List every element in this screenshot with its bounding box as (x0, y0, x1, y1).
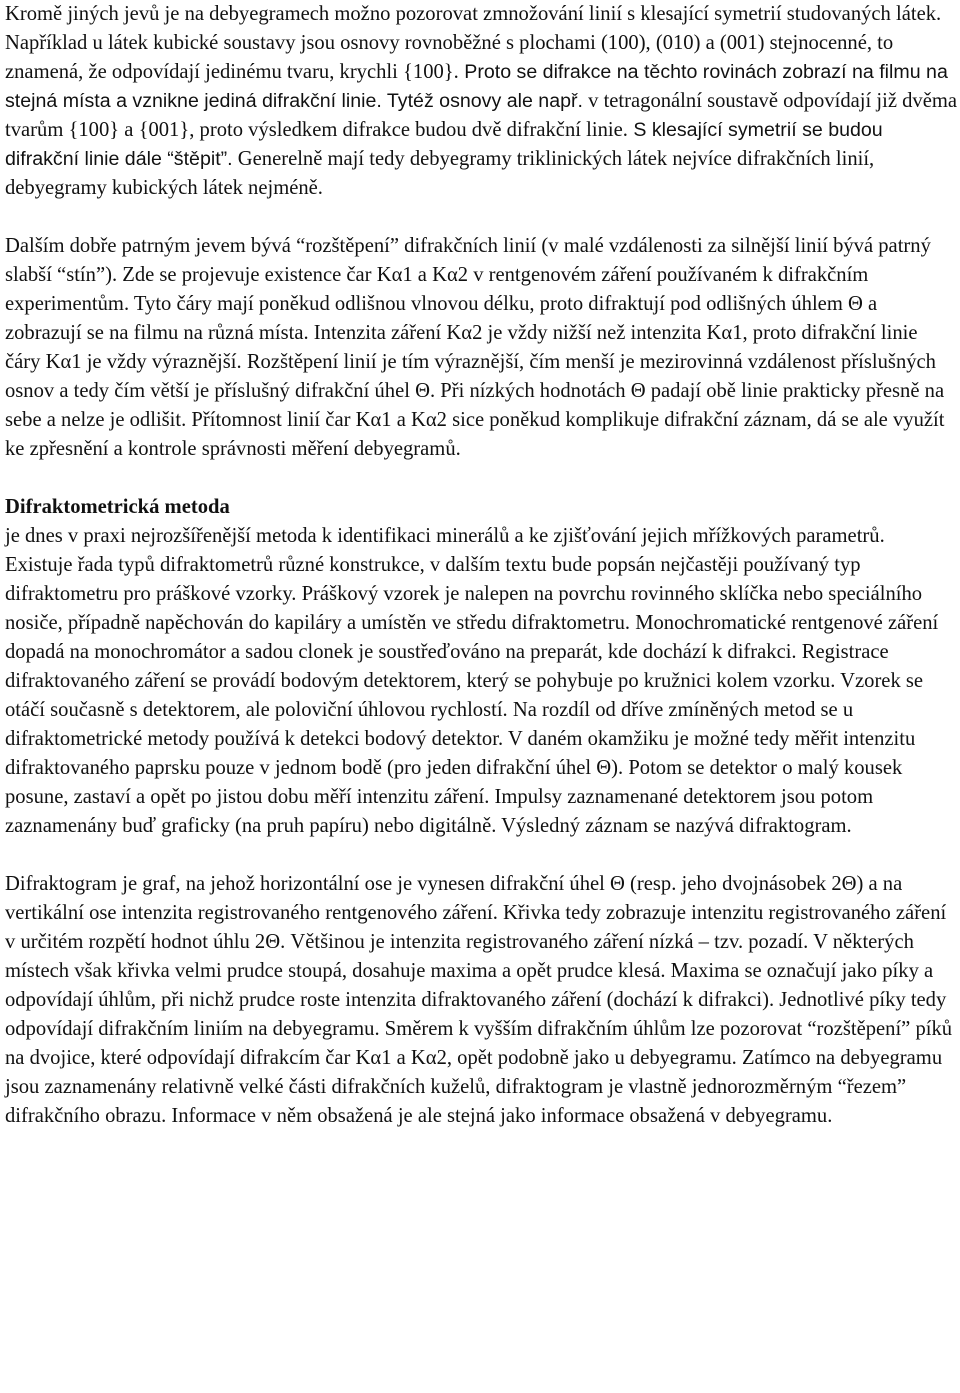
paragraph-1-part-1: Kromě jiných jevů je na debyegramech možno pozorovat zmnožování linií s klesající symetrií studovaných látek. Například u látek kubické soustavy jsou osnovy rovnoběžné s plochami (100), (010) a (001) stejnocenné, to znamená, že odpovídají jedinému tvaru, krychli {100}. (5, 3, 942, 83)
paragraph-line-doubling (5, 232, 957, 464)
paragraph-gap (5, 841, 957, 870)
paragraph-1-part-3: v tetragonální soustavě odpovídají již dvěma tvarům {100} a {001}, proto výsledkem difrakce budou dvě difrakční linie. (5, 90, 957, 141)
paragraph-2-part-5: Při nízkých hodnotách Θ padají obě linie prakticky přesně na sebe a nelze je odlišit. Přítomnost linií čar Kα1 a Kα2 sice poněkud komplikuje difrakční záznam, dá se ale využít ke zpřesnění a kontrole správnosti měření debyegramů. (5, 380, 945, 460)
paragraph-line-splitting (5, 0, 957, 203)
paragraph-2-part-4: Rozštěpení linií je tím výraznější, čím menší je mezirovinná vzdálenost příslušných osnov a tedy čím větší je příslušný difrakční úhel Θ. (5, 351, 936, 402)
paragraph-diffractometric-method (5, 493, 957, 841)
paragraph-2-part-2: Zde se projevuje existence čar Kα1 a Kα2 v rentgenovém záření používaném k difrakčním experimentům. (5, 264, 869, 315)
paragraph-gap (5, 464, 957, 493)
paragraph-diffractogram: Difraktogram je graf, na jehož horizontální ose je vynesen difrakční úhel Θ (resp. jeho dvojnásobek 2Θ) a na vertikální ose intenzita registrovaného rentgenového záření. Křivka tedy zobrazuje intenzitu registrovaného záření v určitém rozpětí hodnot úhlu 2Θ. Většinou je intenzita registrovaného záření nízká – tzv. pozadí. V některých místech však křivka velmi prudce stoupá, dosahuje maxima a opět prudce klesá. Maxima se označují jako píky a odpovídají úhlům, při nichž prudce roste intenzita difraktovaného záření (dochází k difrakci). Jednotlivé píky tedy odpovídají difrakčním liniím na debyegramu. Směrem k vyšším difrakčním úhlům lze pozorovat “rozštěpení” píků na dvojice, které odpovídají difrakcím čar Kα1 a Kα2, opět podobně jako u debyegramu. Zatímco na debyegramu jsou zaznamenány relativně velké části difrakčních kuželů, difraktogram je vlastně jednorozměrným “řezem” difrakčního obrazu. Informace v něm obsažená je ale stejná jako informace obsažená v debyegramu. (5, 873, 953, 1127)
paragraph-1-part-4: S klesající symetrií se budou difrakční linie dále “štěpit”. (5, 119, 883, 170)
paragraph-1-part-5: Generelně mají tedy debyegramy triklinických látek nejvíce difrakčních linií, debyegramy kubických látek nejméně. (5, 148, 875, 199)
paragraph-gap (5, 203, 957, 232)
document-page (5, 0, 957, 1131)
section-heading: Difraktometrická metoda (5, 496, 230, 518)
paragraph-3-text: je dnes v praxi nejrozšířenější metoda k identifikaci minerálů a ke zjišťování jejich mřížkových parametrů. Existuje řada typů difraktometrů různé konstrukce, v dalším textu bude popsán nejčastěji používaný typ difraktometru pro práškové vzorky. Práškový vzorek je nalepen na povrchu rovinného sklíčka nebo speciálního nosiče, případně napěchován do kapiláry a umístěn ve středu difraktometru. Monochromatické rentgenové záření dopadá na monochromátor a sadou clonek je soustřeďováno na preparát, kde dochází k difrakci. Registrace difraktovaného záření se provádí bodovým detektorem, který se pohybuje po kružnici kolem vzorku. Vzorek se otáčí současně s detektorem, ale poloviční úhlovou rychlostí. Na rozdíl od dříve zmíněných metod se u difraktometrické metody používá k detekci bodový detektor. V daném okamžiku je možné tedy měřit intenzitu difraktovaného paprsku pouze v jednom bodě (pro jeden difrakční úhel Θ). Potom se detektor o malý kousek posune, zastaví a opět po jistou dobu měří intenzitu záření. Impulsy zaznamenané detektorem jsou potom zaznamenány buď graficky (na pruh papíru) nebo digitálně. Výsledný záznam se nazývá difraktogram. (5, 525, 939, 837)
paragraph-1-part-2: Proto se difrakce na těchto rovinách zobrazí na filmu na stejná místa a vznikne jediná difrakční linie. Tytéž osnovy ale např. (5, 61, 948, 112)
paragraph-2-part-3: Tyto čáry mají poněkud odlišnou vlnovou délku, proto difraktují pod odlišných úhlem Θ a zobrazují se na filmu na různá místa. Intenzita záření Kα2 je vždy nižší než intenzita Kα1, proto difrakční linie čáry Kα1 je vždy výraznější. (5, 293, 918, 373)
paragraph-2-part-1: Dalším dobře patrným jevem bývá “rozštěpení” difrakčních linií (v malé vzdálenosti za silnější linií bývá patrný slabší “stín”). (5, 235, 931, 286)
